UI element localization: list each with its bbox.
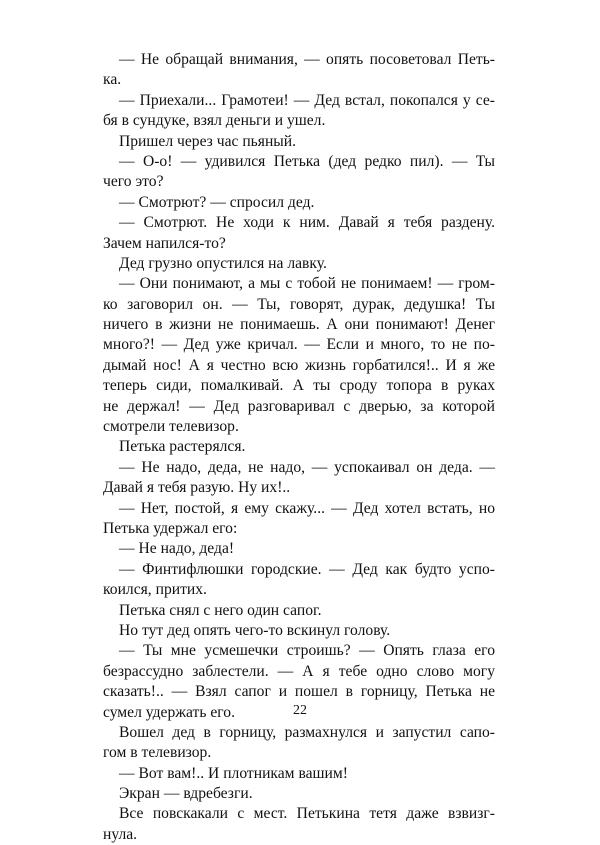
text-line: — Финтифлюшки городские. — Дед как будто успо-	[119, 560, 495, 578]
text-line: Зачем напился-то?	[103, 234, 226, 252]
text-line: — Ты мне усмешечки строишь? — Опять глаза его	[119, 642, 495, 660]
text-line: дымай нос! А я честно всю жизнь горбатился!.. И я же	[103, 356, 495, 374]
text-line: бя в сундуке, взял деньги и ушел.	[103, 112, 326, 130]
text-line: Экран — вдребезги.	[119, 785, 253, 803]
text-line: безрассудно заблестели. — А я тебе одно слово могу	[103, 662, 495, 680]
text-line: чего это?	[103, 173, 164, 191]
text-line: ничего в жизни не понимаешь. А они понимают! Денег	[103, 316, 495, 334]
text-line: Пришел через час пьяный.	[119, 132, 297, 150]
text-line: нула.	[103, 825, 138, 843]
text-line: смотрели телевизор.	[103, 418, 239, 436]
text-line: сказать!.. — Взял сапог и пошел в горницу, Петька не	[103, 683, 495, 701]
text-line: — О-о! — удивился Петька (дед редко пил). — Ты	[119, 152, 495, 170]
text-line: Петька растерялся.	[119, 438, 246, 456]
text-line: Все повскакали с мест. Петькина тетя даже взвизг-	[119, 805, 495, 823]
page-body	[103, 50, 495, 845]
text-line: ко заговорил он. — Ты, говорят, дурак, дедушка! Ты	[103, 295, 495, 313]
text-line: — Вот вам!.. И плотникам вашим!	[119, 764, 348, 782]
text-line: много?! — Дед уже кричал. — Если и много, то не по-	[103, 336, 495, 354]
text-line: — Не надо, деда!	[119, 540, 235, 558]
text-line: Но тут дед опять чего-то вскинул голову.	[119, 621, 391, 639]
text-line: Давай я тебя разую. Ну их!..	[103, 479, 291, 497]
text-line: не держал! — Дед разговаривал с дверью, за которой	[103, 397, 495, 415]
text-line: Петька удержал его:	[103, 519, 238, 537]
text-line: — Смотрют. Не ходи к ним. Давай я тебя раздену.	[119, 214, 495, 232]
text-line: Дед грузно опустился на лавку.	[119, 254, 327, 272]
text-line: — Не обращай внимания, — опять посоветовал Петь-	[119, 51, 495, 68]
text-line: теперь сиди, помалкивай. А ты сроду топора в руках	[103, 377, 495, 395]
text-line: — Нет, постой, я ему скажу... — Дед хотел встать, но	[119, 499, 495, 517]
text-line: сумел удержать его.	[103, 703, 235, 721]
text-line: Петька снял с него один сапог.	[119, 601, 322, 619]
text-line: — Они понимают, а мы с тобой не понимаем! — гром-	[119, 275, 495, 293]
text-line: — Не надо, деда, не надо, — успокаивал он деда. —	[119, 458, 495, 476]
page-number: 22	[293, 703, 307, 718]
text-line: Вошел дед в горницу, размахнулся и запустил сапо-	[119, 723, 495, 741]
text-line: коился, притих.	[103, 581, 207, 599]
text-line: — Приехали... Грамотеи! — Дед встал, покопался у се-	[119, 91, 495, 109]
text-line: — Смотрют? — спросил дед.	[119, 193, 315, 211]
text-line: гом в телевизор.	[103, 744, 212, 762]
text-line: ка.	[103, 71, 122, 89]
